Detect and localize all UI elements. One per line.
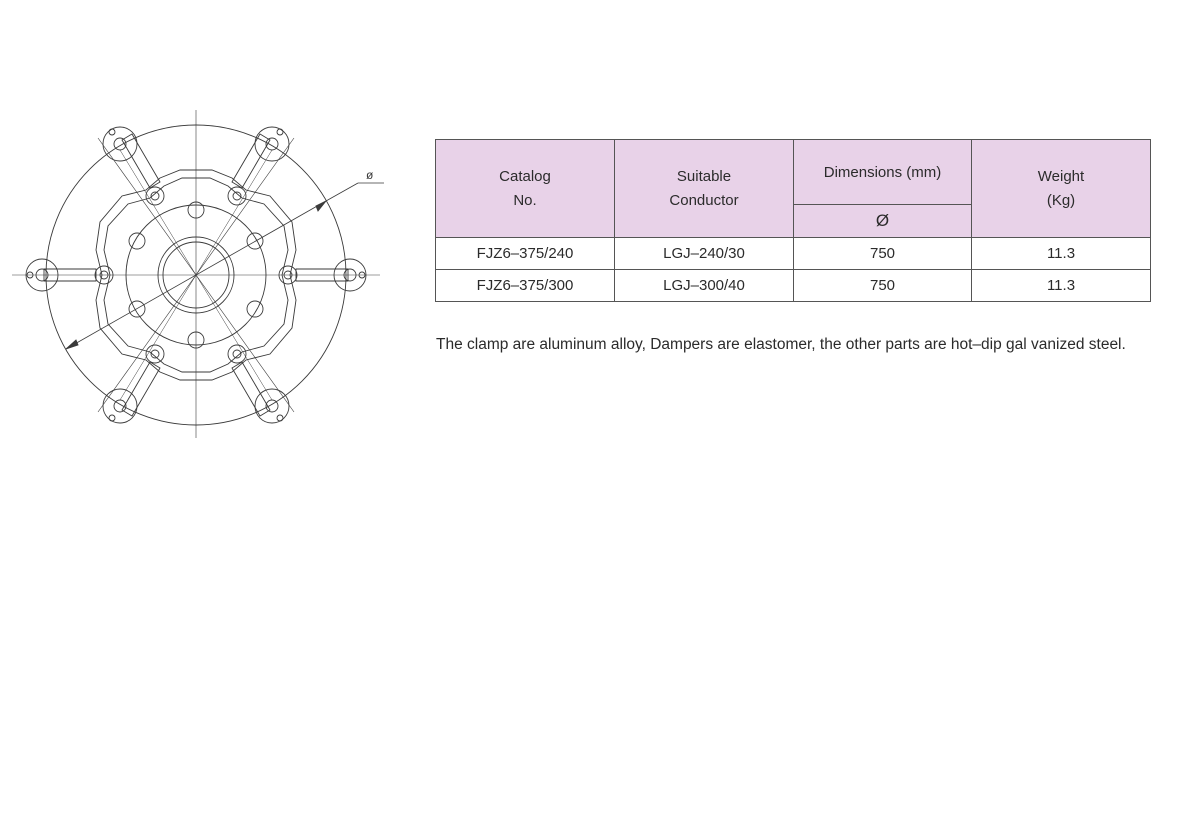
cell-conductor: LGJ–240/30 bbox=[615, 238, 794, 270]
header-catalog bbox=[436, 140, 615, 238]
diameter-label: ø bbox=[366, 168, 374, 182]
table-row bbox=[436, 238, 1151, 270]
table-row bbox=[436, 270, 1151, 302]
header-dimensions: Dimensions (mm) bbox=[794, 140, 972, 205]
header-catalog-line1: Catalog bbox=[499, 167, 551, 185]
cell-conductor: LGJ–300/40 bbox=[615, 270, 794, 302]
header-conductor-line2: Conductor bbox=[669, 191, 739, 209]
cell-weight: 11.3 bbox=[972, 270, 1151, 302]
header-diameter-symbol: Ø bbox=[794, 205, 972, 238]
header-weight-line2: (Kg) bbox=[1046, 191, 1076, 209]
header-conductor bbox=[615, 140, 794, 238]
header-weight bbox=[972, 140, 1151, 238]
spec-table bbox=[435, 139, 1151, 302]
header-weight-line1: Weight bbox=[1037, 167, 1085, 185]
cell-catalog: FJZ6–375/240 bbox=[436, 238, 615, 270]
cell-diameter: 750 bbox=[794, 238, 972, 270]
spacer-damper-drawing bbox=[0, 100, 400, 445]
header-catalog-line2: No. bbox=[513, 191, 537, 209]
header-conductor-line1: Suitable bbox=[676, 167, 732, 185]
material-note: The clamp are aluminum alloy, Dampers are elastomer, the other parts are hot–dip gal vanized steel. bbox=[436, 336, 1126, 353]
cell-diameter: 750 bbox=[794, 270, 972, 302]
cell-catalog: FJZ6–375/300 bbox=[436, 270, 615, 302]
cell-weight: 11.3 bbox=[972, 238, 1151, 270]
